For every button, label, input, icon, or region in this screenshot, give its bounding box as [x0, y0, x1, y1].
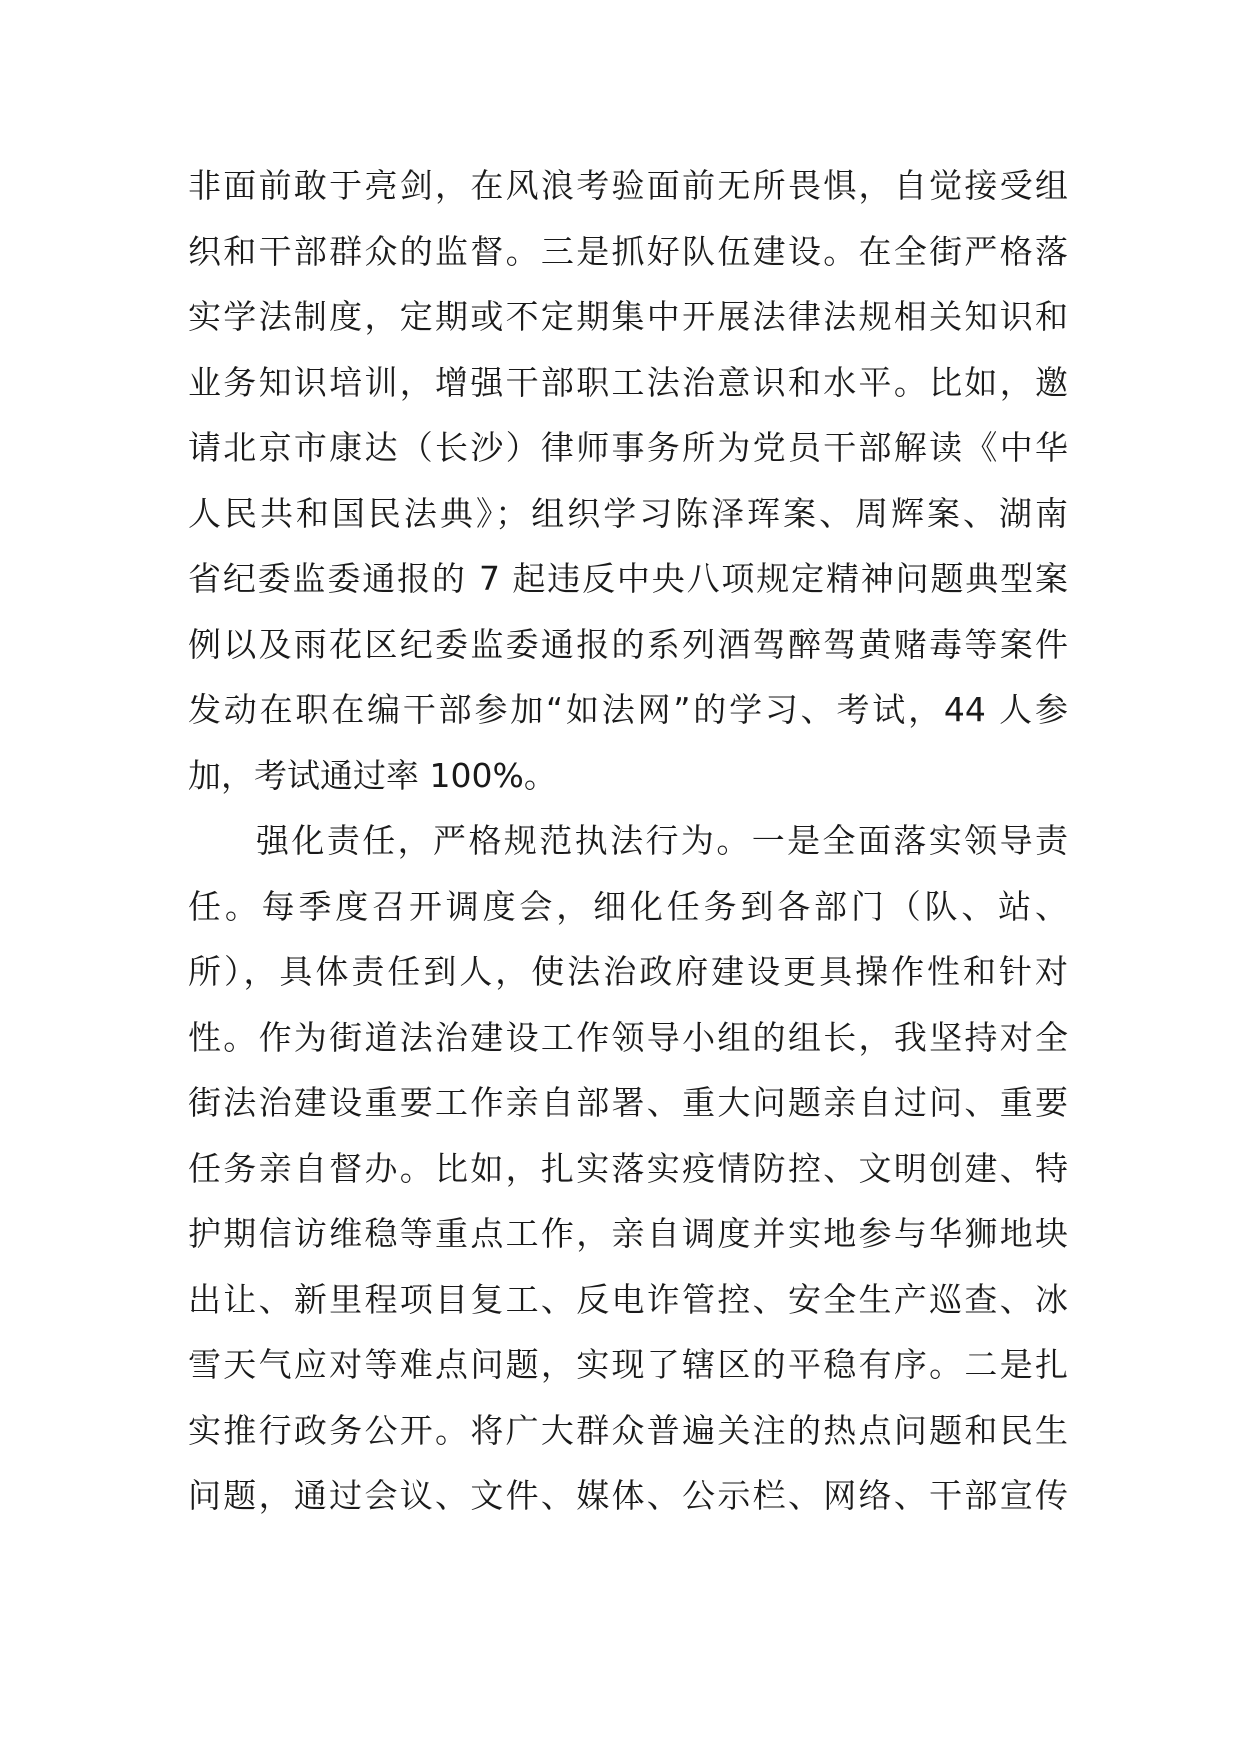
text-line: 非面前敢于亮剑，在风浪考验面前无所畏惧，自觉接受组	[188, 166, 1068, 205]
text-line: 问题，通过会议、文件、媒体、公示栏、网络、干部宣传	[188, 1476, 1068, 1515]
text-line: 实学法制度，定期或不定期集中开展法律法规相关知识和	[188, 297, 1068, 336]
text-line: 所），具体责任到人，使法治政府建设更具操作性和针对	[188, 952, 1068, 991]
text-line: 业务知识培训，增强干部职工法治意识和水平。比如，邀	[188, 362, 1068, 402]
text-line: 任。每季度召开调度会，细化任务到各部门（队、站、	[188, 886, 1068, 926]
paragraph-1	[188, 153, 1068, 808]
text-line: 强化责任，严格规范执法行为。一是全面落实领导责	[256, 821, 1068, 860]
text-line: 出让、新里程项目复工、反电诈管控、安全生产巡查、冰	[188, 1279, 1068, 1319]
text-line: 街法治建设重要工作亲自部署、重大问题亲自过问、重要	[188, 1083, 1068, 1122]
text-line: 人民共和国民法典》；组织学习陈泽珲案、周辉案、湖南	[188, 493, 1068, 533]
text-line: 例以及雨花区纪委监委通报的系列酒驾醉驾黄赌毒等案件	[188, 624, 1068, 664]
text-line: 任务亲自督办。比如，扎实落实疫情防控、文明创建、特	[188, 1148, 1068, 1188]
text-line: 发动在职在编干部参加“如法网”的学习、考试，44 人参	[188, 690, 1068, 729]
text-line: 织和干部群众的监督。三是抓好队伍建设。在全街严格落	[188, 231, 1068, 271]
text-line: 实推行政务公开。将广大群众普遍关注的热点问题和民生	[188, 1410, 1068, 1450]
text-line: 加，考试通过率 100%。	[188, 755, 557, 795]
text-line: 省纪委监委通报的 7 起违反中央八项规定精神问题典型案	[188, 559, 1068, 598]
document-body	[188, 153, 1068, 1529]
text-line: 护期信访维稳等重点工作，亲自调度并实地参与华狮地块	[188, 1214, 1068, 1253]
text-line: 性。作为街道法治建设工作领导小组的组长，我坚持对全	[188, 1017, 1068, 1057]
paragraph-2	[188, 808, 1068, 1529]
text-line: 请北京市康达（长沙）律师事务所为党员干部解读《中华	[188, 428, 1068, 467]
text-line: 雪天气应对等难点问题，实现了辖区的平稳有序。二是扎	[188, 1345, 1068, 1384]
